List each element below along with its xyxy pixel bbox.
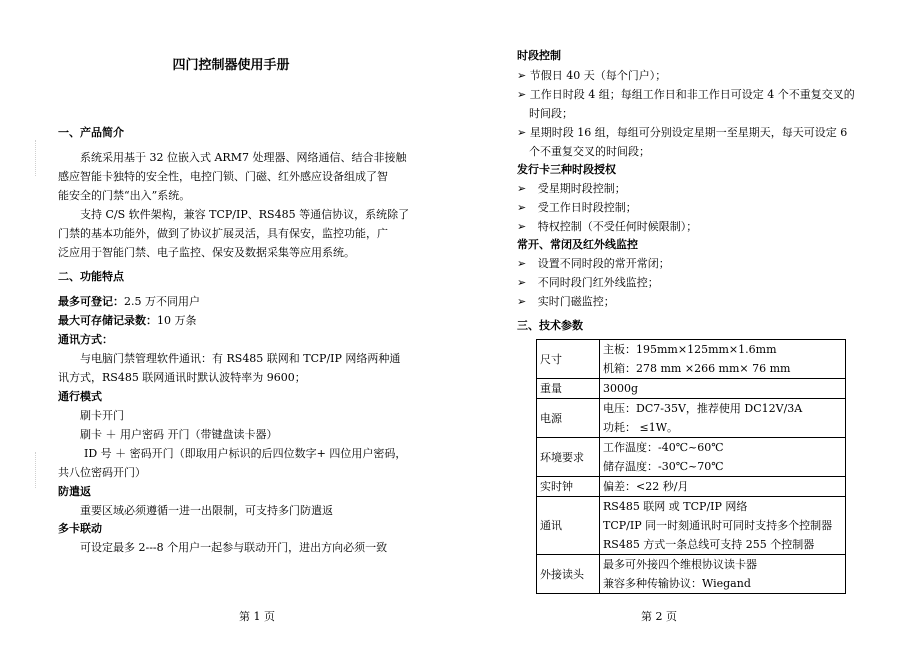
spec-key: 实时钟 (537, 477, 600, 497)
monitor-item-2 (517, 273, 659, 292)
period-item-3-cont: 个不重复交叉的时间段； (529, 145, 650, 158)
pass-mode-3-line2: 共八位密码开门） (58, 466, 146, 479)
margin-dots-bottom (35, 452, 37, 488)
page-1 (58, 0, 418, 651)
spec-value-line: 偏差：<22 秒/月 (603, 480, 689, 493)
spec-row-size (537, 340, 846, 379)
arrow-bullet-icon: ➢ (517, 220, 527, 233)
max-records-line (58, 311, 197, 330)
spec-value-line: 电压：DC7-35V，推荐使用 DC12V/3A (603, 402, 803, 415)
monitor-heading: 常开、常闭及红外线监控 (517, 238, 638, 251)
spec-key: 电源 (537, 399, 600, 438)
comm-line1: 与电脑门禁管理软件通讯：有 RS485 联网和 TCP/IP 网络两种通 (80, 352, 401, 365)
spec-key: 重量 (537, 379, 600, 399)
arrow-bullet-icon: ➢ (517, 257, 527, 270)
tech-spec-table (536, 339, 846, 594)
pass-mode-3-line1: ID 号 ＋ 密码开门（即取用户标识的后四位数字+ 四位用户密码， (84, 447, 407, 460)
spec-key: 通讯 (537, 497, 600, 555)
spec-row-clock (537, 477, 846, 497)
arrow-bullet-icon: ➢ (517, 182, 527, 195)
margin-dots-top (35, 140, 37, 176)
spec-row-power (537, 399, 846, 438)
max-register-value: 2.5 万不同用户 (124, 295, 200, 308)
pass-mode-2: 刷卡 ＋ 用户密码 开门（带键盘读卡器） (80, 428, 278, 441)
spec-value-line: 兼容多种传输协议：Wiegand (603, 577, 751, 590)
spec-value-line: 功耗： ≤1W。 (603, 421, 679, 434)
arrow-bullet-icon: ➢ (517, 69, 527, 82)
comm-line2: 讯方式，RS485 联网通讯时默认波特率为 9600； (58, 371, 306, 384)
intro-p1-line3: 能安全的门禁“出入”系统。 (58, 189, 191, 202)
period-item-2-cont: 时间段； (529, 107, 573, 120)
spec-value-line: 最多可外接四个维根协议读卡器 (603, 558, 757, 571)
period-item-1-text: 节假日 40 天（每个门户）； (529, 69, 667, 82)
intro-p2-line1: 支持 C/S 软件架构，兼容 TCP/IP、RS485 等通信协议，系统除了 (80, 208, 410, 221)
period-item-2-text: 工作日时段 4 组；每组工作日和非工作日可设定 4 个不重复交叉的 (529, 88, 855, 101)
spec-value-line: RS485 方式一条总线可支持 255 个控制器 (603, 538, 815, 551)
spec-value (600, 340, 846, 379)
page-1-footer: 第 1 页 (239, 610, 275, 623)
max-records-value: 10 万条 (157, 314, 197, 327)
arrow-bullet-icon: ➢ (517, 126, 527, 139)
tech-spec-heading: 三、技术参数 (517, 319, 583, 332)
max-register-line (58, 292, 200, 311)
monitor-item-3 (517, 292, 615, 311)
section-features-heading: 二、功能特点 (58, 270, 124, 283)
anti-passback-text: 重要区域必须遵循一进一出限制，可支持多门防遣返 (80, 504, 333, 517)
arrow-bullet-icon: ➢ (517, 295, 527, 308)
monitor-item-1-text: 设置不同时段的常开常闭； (537, 257, 670, 270)
spec-value (600, 438, 846, 477)
auth-item-2-text: 受工作日时段控制； (537, 201, 637, 214)
period-item-1 (517, 66, 666, 85)
section-intro-heading: 一、产品简介 (58, 126, 124, 139)
auth-item-3 (517, 217, 697, 236)
max-records-label: 最大可存储记录数： (58, 314, 157, 327)
multi-card-text: 可设定最多 2---8 个用户一起参与联动开门，进出方向必须一致 (80, 541, 388, 554)
pass-mode-1: 刷卡开门 (80, 409, 124, 422)
spec-value-line: 机箱：278 mm ×266 mm× 76 mm (603, 362, 791, 375)
spec-value (600, 379, 846, 399)
auth-item-1 (517, 179, 626, 198)
arrow-bullet-icon: ➢ (517, 88, 527, 101)
arrow-bullet-icon: ➢ (517, 276, 527, 289)
period-item-3 (517, 123, 847, 142)
spec-key: 环境要求 (537, 438, 600, 477)
auth-item-3-text: 特权控制（不受任何时候限制）； (537, 220, 698, 233)
comm-label: 通讯方式： (58, 333, 113, 346)
intro-p1-line2: 感应智能卡独特的安全性，电控门锁、门磁、红外感应设备组成了智 (58, 170, 388, 183)
period-item-3-text: 星期时段 16 组，每组可分别设定星期一至星期天，每天可设定 6 (529, 126, 848, 139)
auth-item-2 (517, 198, 637, 217)
spec-value (600, 399, 846, 438)
monitor-item-3-text: 实时门磁监控； (537, 295, 615, 308)
monitor-item-1 (517, 254, 670, 273)
monitor-item-2-text: 不同时段门红外线监控； (537, 276, 659, 289)
spec-row-environment (537, 438, 846, 477)
spec-value-line: 工作温度：-40℃~60℃ (603, 441, 724, 454)
max-register-label: 最多可登记： (58, 295, 124, 308)
document-title: 四门控制器使用手册 (172, 58, 290, 73)
spec-value-line: TCP/IP 同一时刻通讯时可同时支持多个控制器 (603, 519, 833, 532)
spec-value (600, 477, 846, 497)
period-control-heading: 时段控制 (517, 49, 561, 62)
intro-p1-line1: 系统采用基于 32 位嵌入式 ARM7 处理器、网络通信、结合非接触 (80, 151, 407, 164)
spec-value-line: 储存温度：-30℃~70℃ (603, 460, 724, 473)
spec-key: 外接读头 (537, 555, 600, 594)
arrow-bullet-icon: ➢ (517, 201, 527, 214)
spec-row-reader (537, 555, 846, 594)
multi-card-label: 多卡联动 (58, 522, 102, 535)
spec-value-line: RS485 联网 或 TCP/IP 网络 (603, 500, 748, 513)
anti-passback-label: 防遣返 (58, 485, 91, 498)
auth-item-1-text: 受星期时段控制； (537, 182, 626, 195)
spec-row-comm (537, 497, 846, 555)
card-auth-heading: 发行卡三种时段授权 (517, 163, 616, 176)
spec-key: 尺寸 (537, 340, 600, 379)
spec-value-line: 主板：195mm×125mm×1.6mm (603, 343, 777, 356)
spec-row-weight (537, 379, 846, 399)
pass-mode-label: 通行模式 (58, 390, 102, 403)
intro-p2-line3: 泛应用于智能门禁、电子监控、保安及数据采集等应用系统。 (58, 246, 355, 259)
intro-p2-line2: 门禁的基本功能外，做到了协议扩展灵活，具有保安，监控功能，广 (58, 227, 388, 240)
spec-value (600, 555, 846, 594)
page-2-footer: 第 2 页 (641, 610, 677, 623)
spec-value-line: 3000g (603, 382, 639, 395)
period-item-2 (517, 85, 855, 104)
spec-value (600, 497, 846, 555)
